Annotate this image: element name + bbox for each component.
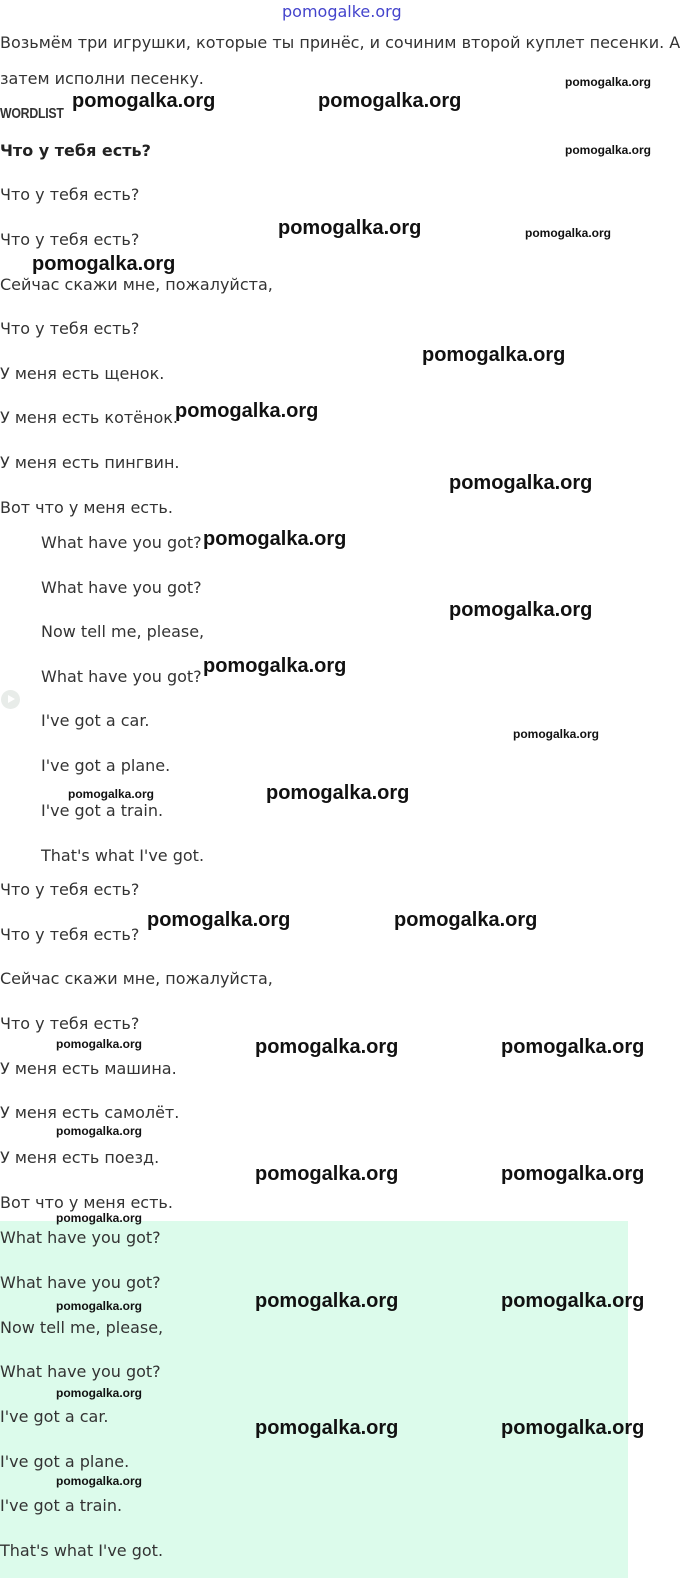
en-song-line: I've got a train. xyxy=(41,801,164,820)
watermark: pomogalka.org xyxy=(175,400,319,422)
en-song-line: I've got a plane. xyxy=(41,756,171,775)
watermark: pomogalka.org xyxy=(255,1036,399,1058)
ru-line: Сейчас скажи мне, пожалуйста, xyxy=(0,275,273,294)
watermark: pomogalka.org xyxy=(255,1290,399,1312)
play-icon[interactable] xyxy=(1,690,20,709)
watermark: pomogalka.org xyxy=(422,344,566,366)
watermark: pomogalka.org xyxy=(56,1037,143,1051)
ru-line: Что у тебя есть? xyxy=(0,925,140,944)
watermark: pomogalka.org xyxy=(56,1299,143,1313)
watermark: pomogalka.org xyxy=(501,1290,645,1312)
watermark: pomogalka.org xyxy=(255,1417,399,1439)
ru-line: Сейчас скажи мне, пожалуйста, xyxy=(0,969,273,988)
watermark: pomogalka.org xyxy=(525,226,612,240)
watermark: pomogalka.org xyxy=(394,909,538,931)
ru-line: У меня есть поезд. xyxy=(0,1148,160,1167)
ru-line: У меня есть пингвин. xyxy=(0,453,180,472)
ru-line: Вот что у меня есть. xyxy=(0,1193,173,1212)
ru-line: У меня есть машина. xyxy=(0,1059,177,1078)
answer-line: What have you got? xyxy=(0,1273,161,1292)
answer-line: I've got a train. xyxy=(0,1496,123,1515)
ru-line: Что у тебя есть? xyxy=(0,230,140,249)
watermark: pomogalka.org xyxy=(565,75,652,89)
watermark: pomogalka.org xyxy=(565,143,652,157)
en-song-line: What have you got? xyxy=(41,533,202,552)
watermark: pomogalka.org xyxy=(501,1417,645,1439)
watermark: pomogalka.org xyxy=(203,655,347,677)
watermark: pomogalka.org xyxy=(501,1163,645,1185)
watermark: pomogalka.org xyxy=(32,253,176,275)
answer-line: What have you got? xyxy=(0,1228,161,1247)
watermark: pomogalka.org xyxy=(68,787,155,801)
ru-line: Что у тебя есть? xyxy=(0,185,140,204)
watermark: pomogalka.org xyxy=(278,217,422,239)
watermark: pomogalka.org xyxy=(56,1124,143,1138)
watermark: pomogalka.org xyxy=(56,1211,143,1225)
ru-line: Что у тебя есть? xyxy=(0,319,140,338)
watermark: pomogalka.org xyxy=(318,90,462,112)
ru-line: У меня есть котёнок. xyxy=(0,408,179,427)
ru-line: Вот что у меня есть. xyxy=(0,498,173,517)
answer-line: Now tell me, please, xyxy=(0,1318,164,1337)
watermark: pomogalka.org xyxy=(147,909,291,931)
en-song-line: What have you got? xyxy=(41,667,202,686)
watermark: pomogalka.org xyxy=(203,528,347,550)
en-song-line: Now tell me, please, xyxy=(41,622,205,641)
watermark: pomogalka.org xyxy=(513,727,600,741)
ru-line: Что у тебя есть? xyxy=(0,880,140,899)
intro-line-1: Возьмём три игрушки, которые ты принёс, и сочиним второй куплет песенки. А xyxy=(0,33,680,52)
answer-line: That's what I've got. xyxy=(0,1541,164,1560)
watermark: pomogalka.org xyxy=(449,472,593,494)
site-link[interactable]: pomogalke.org xyxy=(282,2,402,21)
answer-line: I've got a plane. xyxy=(0,1452,130,1471)
watermark: pomogalka.org xyxy=(501,1036,645,1058)
verse1-heading: Что у тебя есть? xyxy=(0,141,151,160)
watermark: pomogalka.org xyxy=(449,599,593,621)
en-song-line: I've got a car. xyxy=(41,711,150,730)
watermark: pomogalka.org xyxy=(72,90,216,112)
watermark: pomogalka.org xyxy=(266,782,410,804)
ru-line: Что у тебя есть? xyxy=(0,1014,140,1033)
ru-line: У меня есть щенок. xyxy=(0,364,165,383)
en-song-line: That's what I've got. xyxy=(41,846,205,865)
wordlist-label[interactable]: WORDLIST xyxy=(0,105,64,122)
watermark: pomogalka.org xyxy=(56,1386,143,1400)
ru-line: У меня есть самолёт. xyxy=(0,1103,180,1122)
watermark: pomogalka.org xyxy=(255,1163,399,1185)
answer-line: What have you got? xyxy=(0,1362,161,1381)
answer-line: I've got a car. xyxy=(0,1407,109,1426)
watermark: pomogalka.org xyxy=(56,1474,143,1488)
en-song-line: What have you got? xyxy=(41,578,202,597)
intro-line-2: затем исполни песенку. xyxy=(0,69,204,88)
